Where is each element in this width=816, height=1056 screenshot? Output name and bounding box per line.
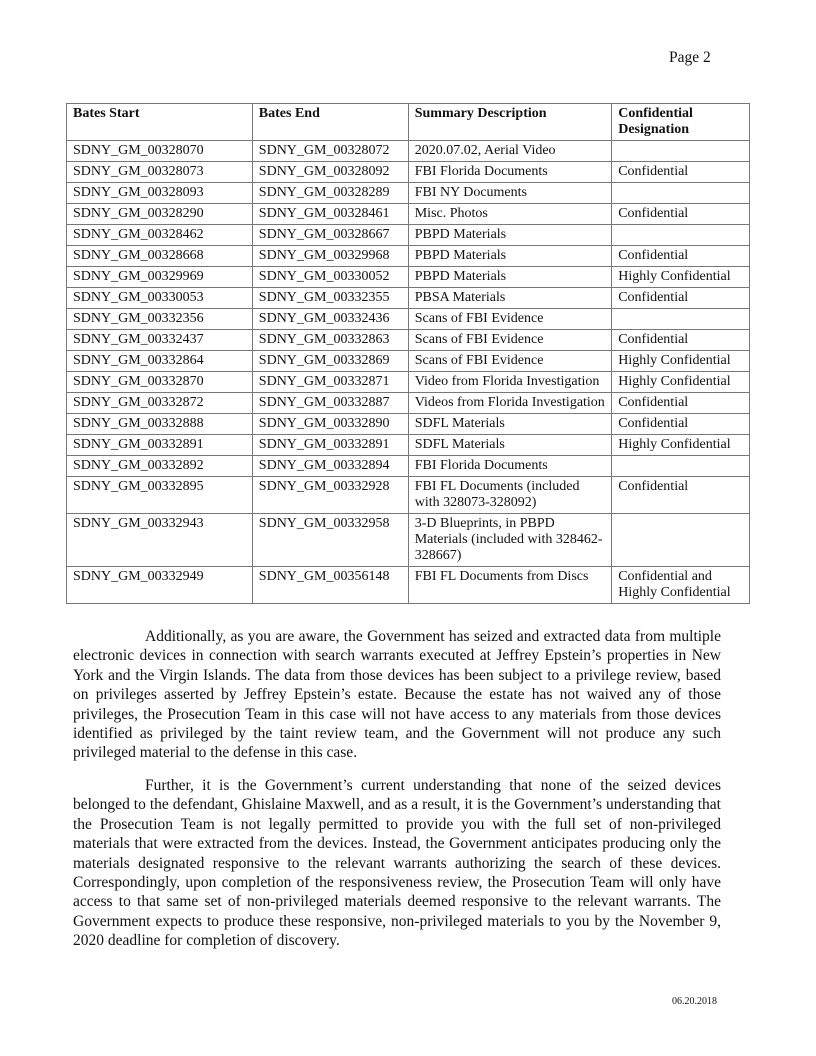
description-cell: FBI Florida Documents	[408, 162, 611, 183]
table-row	[67, 267, 750, 288]
designation-cell: Highly Confidential	[612, 351, 750, 372]
description-cell: Videos from Florida Investigation	[408, 393, 611, 414]
description-cell: SDFL Materials	[408, 435, 611, 456]
table-row	[67, 162, 750, 183]
bates-end-cell: SDNY_GM_00332891	[252, 435, 408, 456]
description-cell: PBSA Materials	[408, 288, 611, 309]
bates-end-cell: SDNY_GM_00332928	[252, 477, 408, 514]
paragraph-text: Further, it is the Government’s current understanding that none of the seized devices belonged to the defendant, Ghislaine Maxwell, and as a result, it is the Government’s understanding that the Prosecution Team is not legally permitted to provide you with the full set of non-privileged materials that were extracted from the devices. Instead, the Government anticipates producing only the materials designated responsive to the relevant warrants authorizing the search of these devices. Correspondingly, upon completion of the responsiveness review, the Prosecution Team will only have access to that same set of non-privileged materials deemed responsive to the relevant warrants. The Government expects to produce these responsive, non-privileged materials to you by the November 9, 2020 deadline for completion of discovery.	[73, 777, 721, 950]
designation-cell: Confidential	[612, 204, 750, 225]
designation-cell: Highly Confidential	[612, 435, 750, 456]
designation-cell: Highly Confidential	[612, 267, 750, 288]
paragraph-privilege-review	[73, 627, 721, 763]
bates-end-cell: SDNY_GM_00328461	[252, 204, 408, 225]
table-row	[67, 414, 750, 435]
bates-start-cell: SDNY_GM_00328093	[67, 183, 253, 204]
bates-end-cell: SDNY_GM_00328667	[252, 225, 408, 246]
table-row	[67, 288, 750, 309]
bates-start-cell: SDNY_GM_00332870	[67, 372, 253, 393]
description-cell: Video from Florida Investigation	[408, 372, 611, 393]
description-cell: Scans of FBI Evidence	[408, 330, 611, 351]
paragraph-text: Additionally, as you are aware, the Government has seized and extracted data from multiple electronic devices in connection with search warrants executed at Jeffrey Epstein’s properties in New York and the Virgin Islands. The data from those devices has been subject to a privilege review, based on privileges asserted by Jeffrey Epstein’s estate. Because the estate has not waived any of those privileges, the Prosecution Team in this case will not have access to any materials from those devices identified as privileged by the taint review team, and the Government will not produce any such privileged material to the defense in this case.	[73, 628, 721, 762]
table-row	[67, 309, 750, 330]
designation-cell: Confidential	[612, 414, 750, 435]
table-row	[67, 225, 750, 246]
table-row	[67, 351, 750, 372]
description-cell: FBI FL Documents from Discs	[408, 567, 611, 604]
designation-cell: Highly Confidential	[612, 372, 750, 393]
bates-start-cell: SDNY_GM_00332892	[67, 456, 253, 477]
bates-start-cell: SDNY_GM_00332437	[67, 330, 253, 351]
bates-start-cell: SDNY_GM_00332891	[67, 435, 253, 456]
description-cell: PBPD Materials	[408, 246, 611, 267]
bates-end-cell: SDNY_GM_00328072	[252, 141, 408, 162]
description-cell: PBPD Materials	[408, 225, 611, 246]
description-cell: Scans of FBI Evidence	[408, 309, 611, 330]
designation-cell	[612, 309, 750, 330]
bates-end-cell: SDNY_GM_00332887	[252, 393, 408, 414]
description-cell: 3-D Blueprints, in PBPD Materials (included with 328462-328667)	[408, 514, 611, 567]
bates-start-cell: SDNY_GM_00328070	[67, 141, 253, 162]
bates-end-cell: SDNY_GM_00329968	[252, 246, 408, 267]
bates-start-cell: SDNY_GM_00332356	[67, 309, 253, 330]
designation-cell	[612, 456, 750, 477]
description-cell: SDFL Materials	[408, 414, 611, 435]
paragraph-responsive-materials	[73, 776, 721, 951]
description-cell: FBI NY Documents	[408, 183, 611, 204]
table-row	[67, 372, 750, 393]
table-row	[67, 435, 750, 456]
designation-cell: Confidential	[612, 162, 750, 183]
bates-start-cell: SDNY_GM_00332864	[67, 351, 253, 372]
bates-table	[66, 103, 750, 604]
bates-start-cell: SDNY_GM_00328290	[67, 204, 253, 225]
bates-start-cell: SDNY_GM_00328073	[67, 162, 253, 183]
description-cell: FBI Florida Documents	[408, 456, 611, 477]
header-confidential-designation: Confidential Designation	[612, 104, 750, 141]
bates-end-cell: SDNY_GM_00332436	[252, 309, 408, 330]
table-row	[67, 330, 750, 351]
bates-start-cell: SDNY_GM_00332872	[67, 393, 253, 414]
table-row	[67, 514, 750, 567]
designation-cell: Confidential	[612, 288, 750, 309]
bates-start-cell: SDNY_GM_00332895	[67, 477, 253, 514]
table-row	[67, 477, 750, 514]
header-summary-description: Summary Description	[408, 104, 611, 141]
description-cell: 2020.07.02, Aerial Video	[408, 141, 611, 162]
bates-start-cell: SDNY_GM_00332888	[67, 414, 253, 435]
bates-start-cell: SDNY_GM_00332943	[67, 514, 253, 567]
bates-end-cell: SDNY_GM_00328092	[252, 162, 408, 183]
designation-cell: Confidential	[612, 393, 750, 414]
bates-end-cell: SDNY_GM_00332869	[252, 351, 408, 372]
table-row	[67, 246, 750, 267]
table-row	[67, 183, 750, 204]
table-row	[67, 393, 750, 414]
bates-start-cell: SDNY_GM_00329969	[67, 267, 253, 288]
bates-end-cell: SDNY_GM_00332958	[252, 514, 408, 567]
table-row	[67, 141, 750, 162]
page-number: Page 2	[669, 49, 711, 66]
description-cell: Scans of FBI Evidence	[408, 351, 611, 372]
bates-end-cell: SDNY_GM_00332863	[252, 330, 408, 351]
bates-start-cell: SDNY_GM_00332949	[67, 567, 253, 604]
table-row	[67, 456, 750, 477]
bates-start-cell: SDNY_GM_00328462	[67, 225, 253, 246]
designation-cell: Confidential	[612, 246, 750, 267]
designation-cell	[612, 514, 750, 567]
description-cell: FBI FL Documents (included with 328073-328092)	[408, 477, 611, 514]
bates-end-cell: SDNY_GM_00332355	[252, 288, 408, 309]
table-row	[67, 567, 750, 604]
designation-cell: Confidential and Highly Confidential	[612, 567, 750, 604]
designation-cell	[612, 225, 750, 246]
designation-cell: Confidential	[612, 477, 750, 514]
bates-end-cell: SDNY_GM_00332894	[252, 456, 408, 477]
bates-start-cell: SDNY_GM_00330053	[67, 288, 253, 309]
header-bates-start: Bates Start	[67, 104, 253, 141]
header-bates-end: Bates End	[252, 104, 408, 141]
bates-start-cell: SDNY_GM_00328668	[67, 246, 253, 267]
bates-end-cell: SDNY_GM_00356148	[252, 567, 408, 604]
footer-date: 06.20.2018	[672, 996, 717, 1007]
bates-end-cell: SDNY_GM_00328289	[252, 183, 408, 204]
description-cell: PBPD Materials	[408, 267, 611, 288]
description-cell: Misc. Photos	[408, 204, 611, 225]
table-row	[67, 204, 750, 225]
designation-cell: Confidential	[612, 330, 750, 351]
bates-end-cell: SDNY_GM_00332890	[252, 414, 408, 435]
designation-cell	[612, 141, 750, 162]
designation-cell	[612, 183, 750, 204]
bates-end-cell: SDNY_GM_00330052	[252, 267, 408, 288]
table-header-row	[67, 104, 750, 141]
bates-end-cell: SDNY_GM_00332871	[252, 372, 408, 393]
